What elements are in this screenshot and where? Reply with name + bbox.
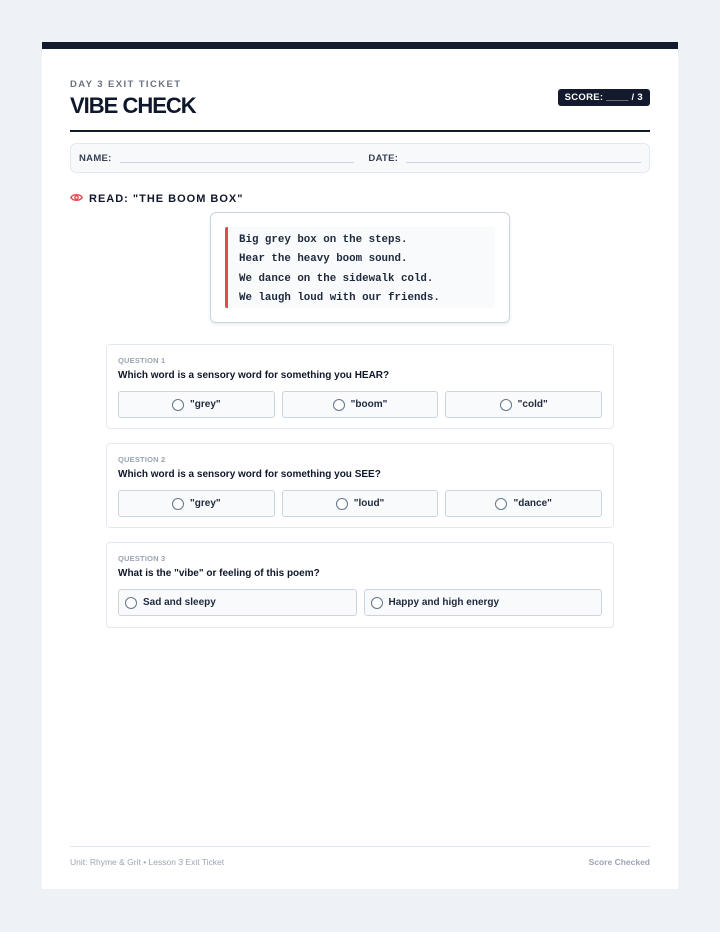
answer-options — [118, 391, 602, 418]
answer-option[interactable] — [445, 490, 602, 517]
answer-option[interactable] — [118, 589, 357, 616]
header-divider — [70, 130, 650, 132]
option-label: "grey" — [190, 399, 221, 410]
date-field[interactable] — [406, 162, 641, 163]
radio-button[interactable] — [172, 498, 184, 510]
question-card-2 — [106, 443, 614, 528]
answer-option[interactable] — [282, 391, 439, 418]
answer-option[interactable] — [118, 391, 275, 418]
question-card-3 — [106, 542, 614, 628]
question-label: QUESTION 1 — [118, 356, 166, 365]
question-label: QUESTION 3 — [118, 554, 166, 563]
radio-button[interactable] — [495, 498, 507, 510]
poem-text — [225, 227, 495, 308]
radio-button[interactable] — [500, 399, 512, 411]
option-label: Happy and high energy — [388, 597, 500, 608]
eye-icon — [70, 193, 89, 205]
answer-option[interactable] — [445, 391, 602, 418]
footer-status: Score Checked — [588, 857, 650, 867]
poem-line: Hear the heavy boom sound. — [239, 253, 408, 266]
date-label: DATE: — [368, 152, 399, 164]
question-label: QUESTION 2 — [118, 455, 166, 464]
radio-button[interactable] — [371, 597, 383, 609]
kicker: DAY 3 EXIT TICKET — [70, 79, 182, 90]
answer-option[interactable] — [118, 490, 275, 517]
name-field[interactable] — [120, 162, 355, 163]
footer-divider — [70, 846, 650, 847]
poem-card — [210, 212, 510, 323]
question-card-1 — [106, 344, 614, 429]
radio-button[interactable] — [333, 399, 345, 411]
poem-line: We laugh loud with our friends. — [239, 291, 440, 304]
page-title: VIBE CHECK — [70, 93, 196, 118]
option-label: Sad and sleepy — [143, 597, 216, 608]
name-label: NAME: — [79, 152, 112, 164]
question-text: What is the "vibe" or feeling of this poem? — [118, 568, 320, 579]
name-date-bar — [70, 143, 650, 173]
option-label: "loud" — [353, 498, 385, 509]
question-text: Which word is a sensory word for something you SEE? — [118, 469, 381, 480]
reading-label: READ: "THE BOOM BOX" — [89, 193, 244, 205]
radio-button[interactable] — [336, 498, 348, 510]
answer-option[interactable] — [282, 490, 439, 517]
radio-button[interactable] — [172, 399, 184, 411]
option-label: "grey" — [190, 498, 221, 509]
question-text: Which word is a sensory word for something you HEAR? — [118, 370, 390, 381]
footer-unit-info: Unit: Rhyme & Grit • Lesson 3 Exit Ticket — [70, 857, 225, 867]
option-label: "cold" — [517, 399, 548, 410]
score-badge: SCORE: ____ / 3 — [558, 89, 650, 106]
answer-option[interactable] — [364, 589, 603, 616]
reading-heading — [70, 193, 244, 205]
worksheet — [42, 42, 678, 889]
poem-line: We dance on the sidewalk cold. — [239, 272, 434, 285]
option-label: "boom" — [350, 399, 388, 410]
answer-options — [118, 589, 602, 616]
poem-line: Big grey box on the steps. — [239, 234, 408, 246]
option-label: "dance" — [513, 498, 552, 509]
answer-options — [118, 490, 602, 517]
radio-button[interactable] — [125, 597, 137, 609]
